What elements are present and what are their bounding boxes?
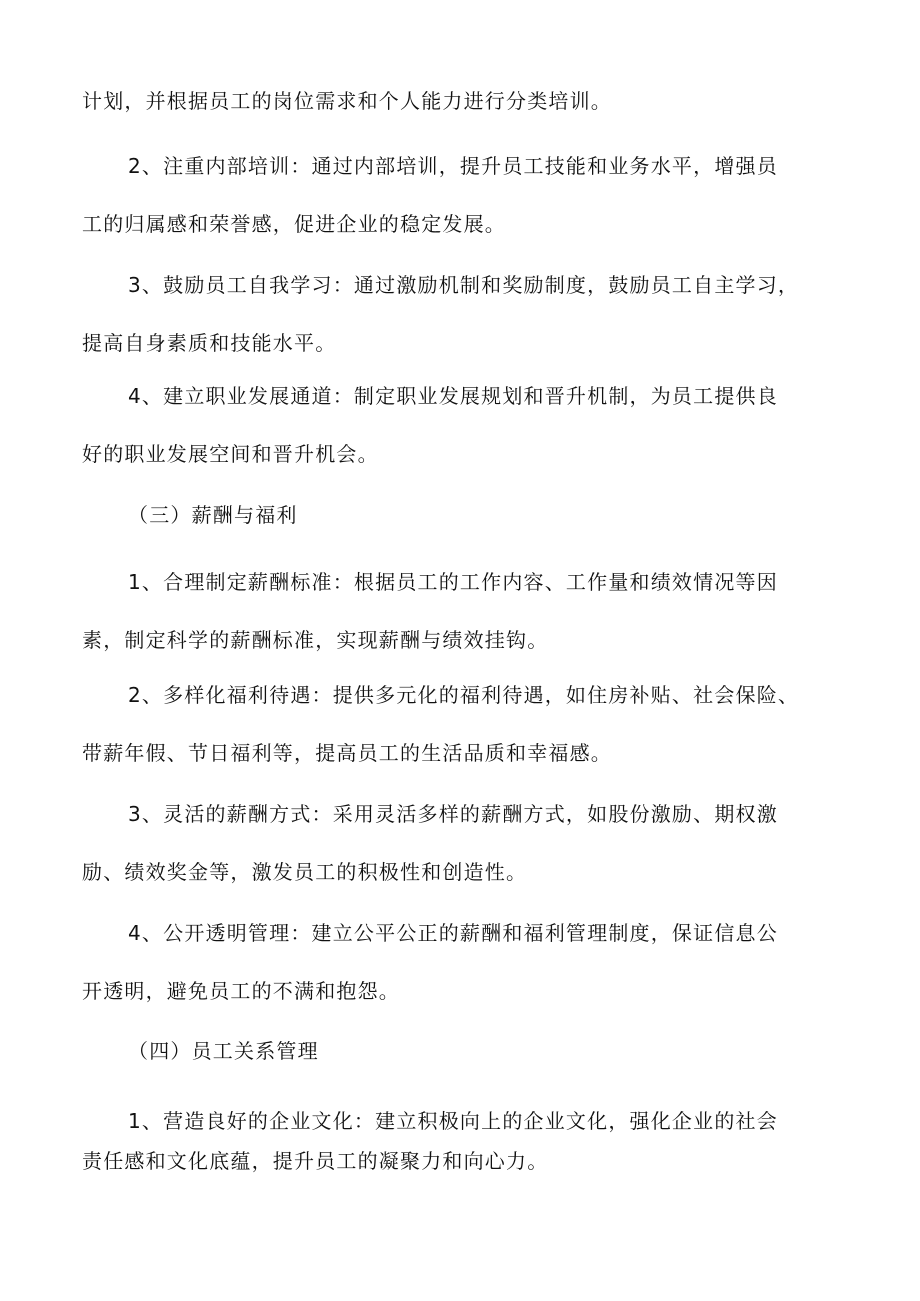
paragraph-benefits	[82, 666, 842, 782]
paragraph-salary-standard	[82, 553, 842, 669]
text-line: 带薪年假、节日福利等，提高员工的生活品质和幸福感。	[82, 741, 612, 765]
paragraph-corporate-culture	[82, 1101, 842, 1181]
paragraph-self-learning	[82, 256, 842, 372]
text-line: 素，制定科学的薪酬标准，实现薪酬与绩效挂钩。	[82, 628, 549, 652]
text-line: 责任感和文化底蕴，提升员工的凝聚力和向心力。	[82, 1149, 549, 1173]
text-line: 励、绩效奖金等，激发员工的积极性和创造性。	[82, 860, 528, 884]
text-line: 3、灵活的薪酬方式：采用灵活多样的薪酬方式，如股份激励、期权激	[128, 802, 778, 826]
text-line: 4、建立职业发展通道：制定职业发展规划和晋升机制，为员工提供良	[128, 384, 778, 408]
paragraph-internal-training	[82, 137, 842, 253]
text-line: 1、合理制定薪酬标准：根据员工的工作内容、工作量和绩效情况等因	[128, 570, 778, 594]
section-heading-compensation: （三）薪酬与福利	[128, 503, 298, 527]
section-heading-employee-relations: （四）员工关系管理	[128, 1039, 319, 1063]
paragraph-transparency	[82, 904, 842, 1020]
text-line: 好的职业发展空间和晋升机会。	[82, 442, 379, 466]
paragraph-flexible-pay	[82, 785, 842, 901]
text-line: 4、公开透明管理：建立公平公正的薪酬和福利管理制度，保证信息公	[128, 921, 778, 945]
text-line: 1、营造良好的企业文化：建立积极向上的企业文化，强化企业的社会	[128, 1109, 778, 1133]
paragraph-career-path	[82, 367, 842, 483]
paragraph-training-plan-end	[82, 72, 842, 130]
text-line: 开透明，避免员工的不满和抱怨。	[82, 979, 400, 1003]
text-line: 3、鼓励员工自我学习：通过激励机制和奖励制度，鼓励员工自主学习，	[128, 273, 800, 297]
text-line: 2、注重内部培训：通过内部培训，提升员工技能和业务水平，增强员	[128, 154, 778, 178]
text-line: 2、多样化福利待遇：提供多元化的福利待遇，如住房补贴、社会保险、	[128, 683, 800, 707]
text-line: 提高自身素质和技能水平。	[82, 331, 337, 355]
text-line: 计划，并根据员工的岗位需求和个人能力进行分类培训。	[82, 89, 612, 113]
text-line: 工的归属感和荣誉感，促进企业的稳定发展。	[82, 212, 506, 236]
